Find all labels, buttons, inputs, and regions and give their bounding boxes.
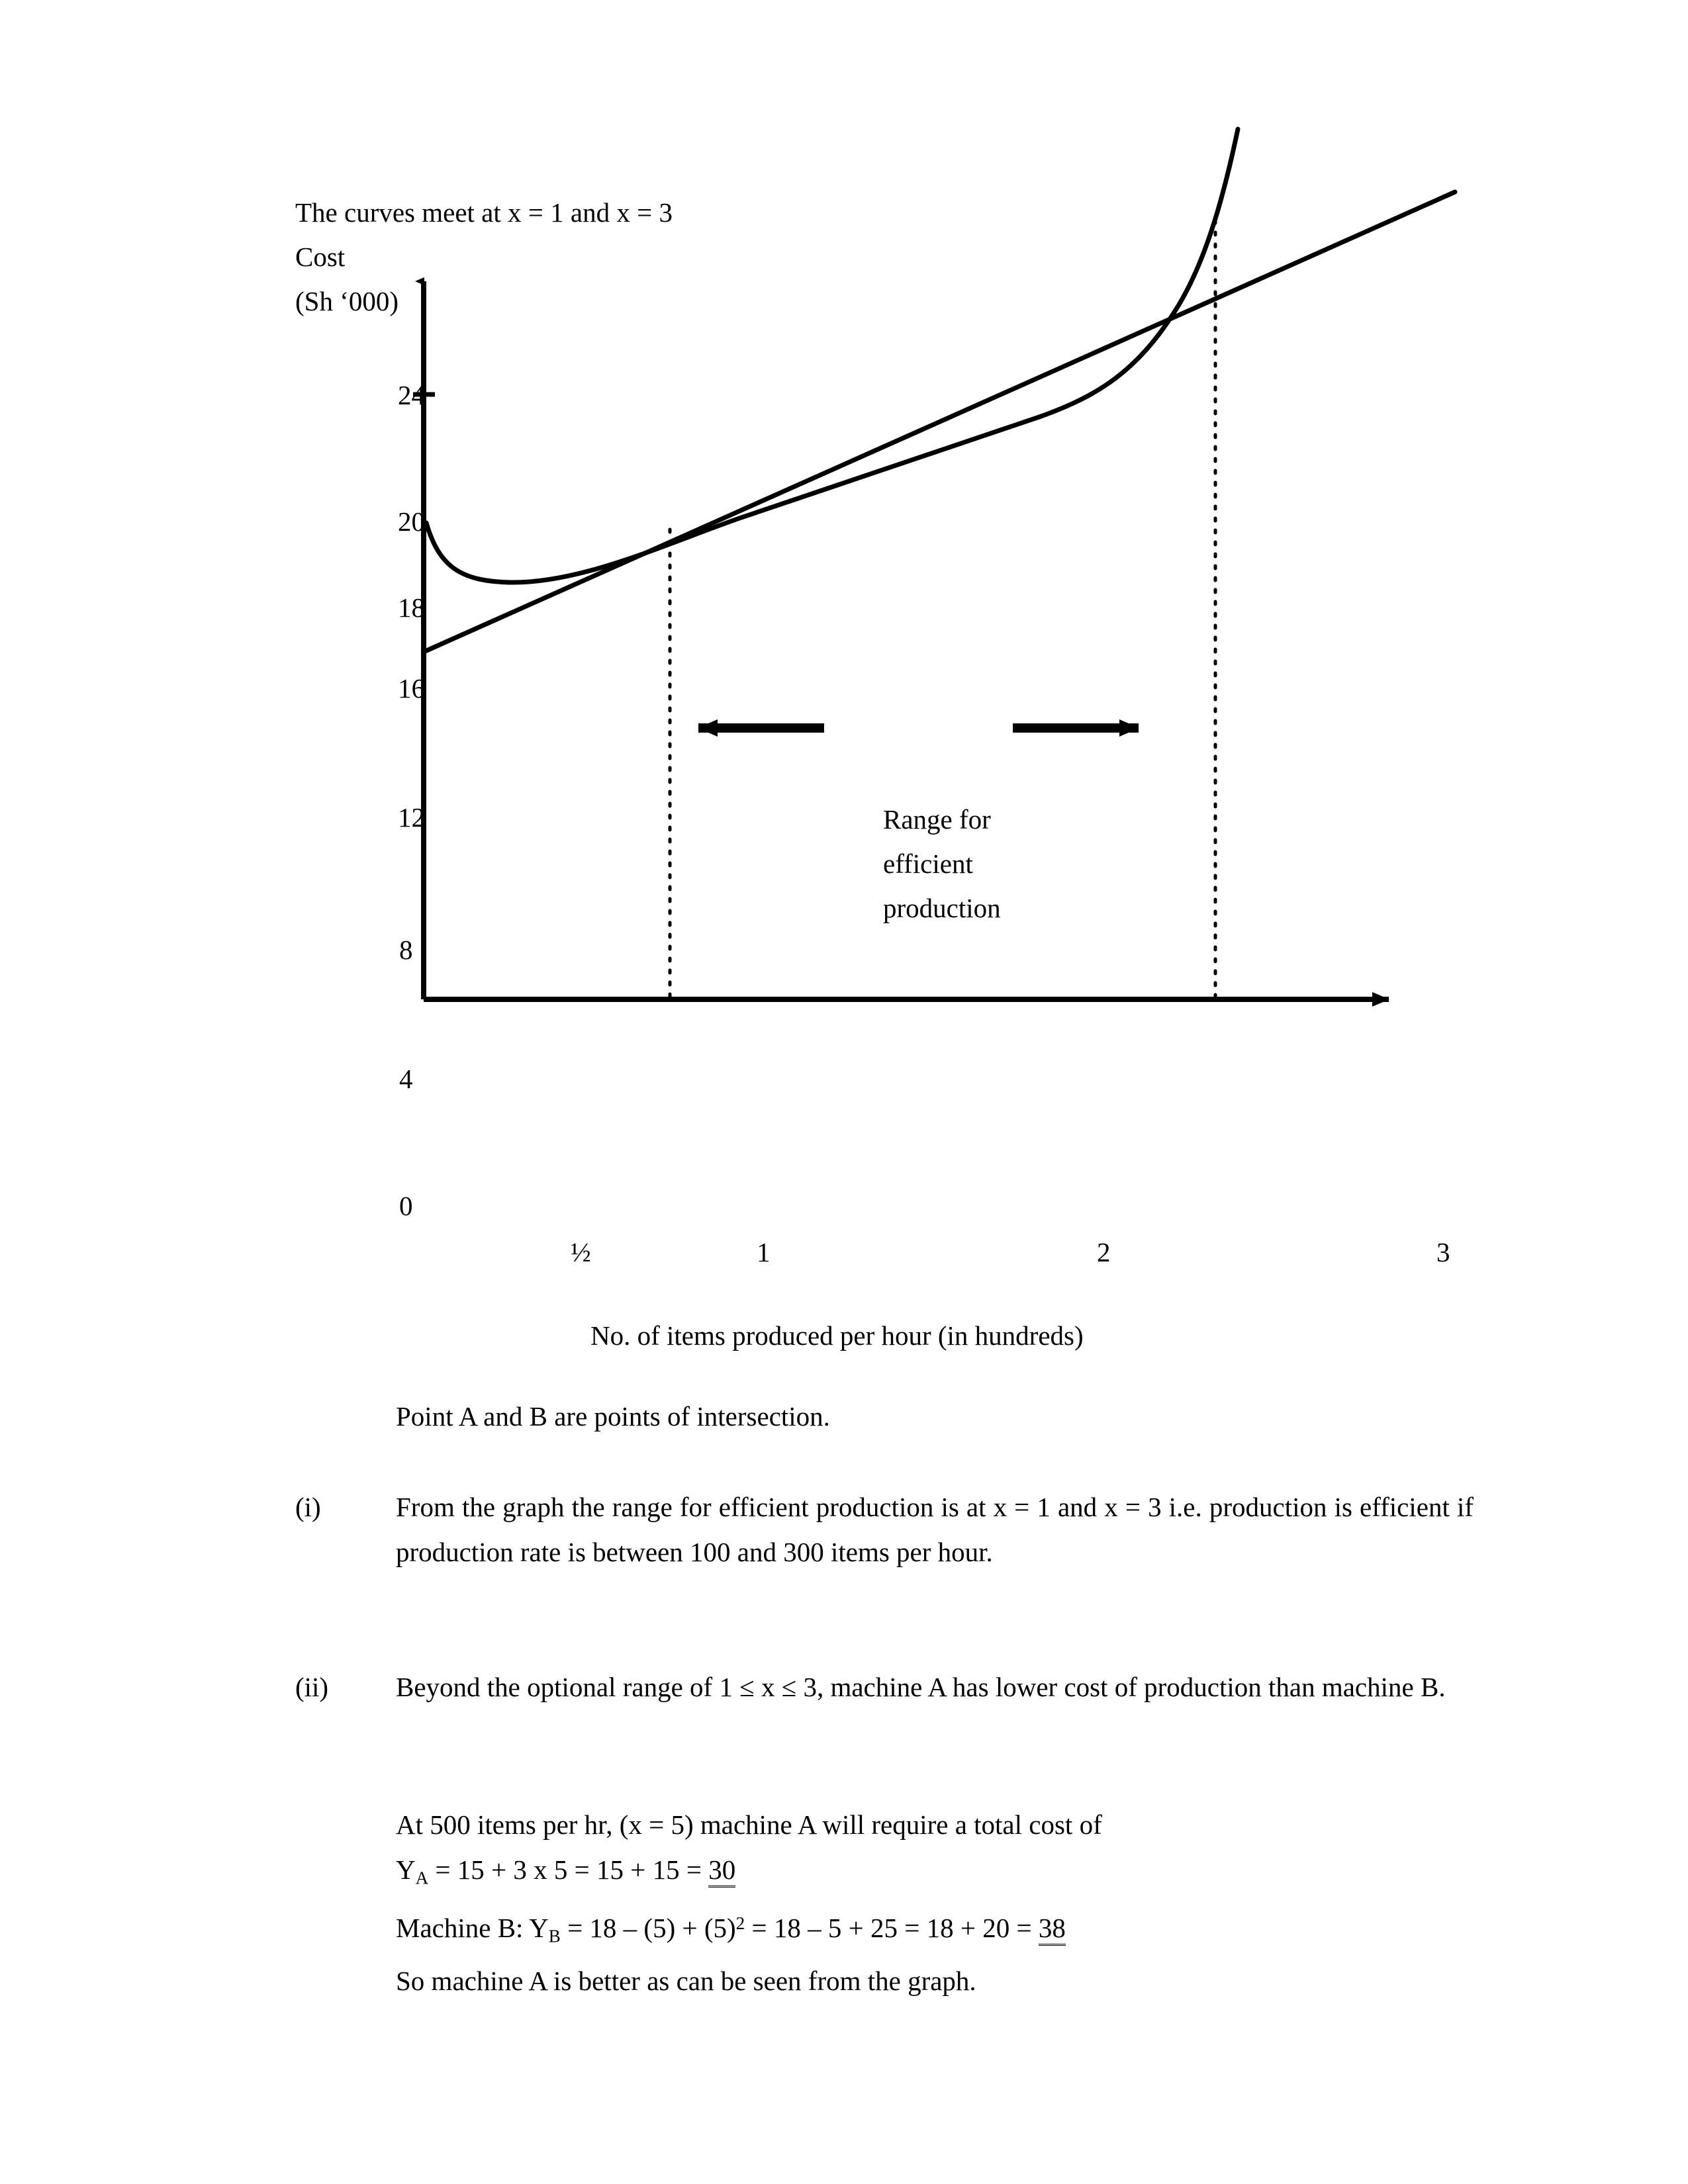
y-tick-label-8: 8: [399, 934, 413, 965]
range-annotation-line2: efficient: [883, 848, 973, 879]
equation-b-subscript: B: [548, 1926, 561, 1946]
x-tick-label-1: 1: [757, 1237, 771, 1267]
equation-machine-b: [396, 1901, 1481, 1959]
x-tick-label-3: 3: [1436, 1237, 1450, 1267]
equation-machine-a: [396, 1847, 1481, 1901]
range-annotation-line1: Range for: [883, 804, 991, 835]
intersection-note: Point A and B are points of intersection.: [396, 1401, 830, 1432]
working-conclusion: So machine A is better as can be seen from the graph.: [396, 1966, 976, 1997]
equation-b-prefix: Machine B: Y: [396, 1912, 549, 1943]
x-tick-label-half: ½: [571, 1237, 591, 1267]
y-tick-label-12: 12: [398, 802, 425, 833]
list-item-ii-text: Beyond the optional range of 1 ≤ x ≤ 3, machine A has lower cost of production than machine B.: [396, 1672, 1446, 1702]
machine-a-line-series: [424, 192, 1455, 652]
equation-a-result: 30: [708, 1854, 735, 1888]
list-marker-i: (i): [295, 1492, 321, 1522]
equation-a-subscript: A: [415, 1868, 429, 1888]
y-axis-title-units: (Sh ‘000): [295, 286, 399, 316]
range-annotation: [883, 797, 1001, 931]
y-axis-title-cost: Cost: [295, 242, 346, 272]
equation-b-result: 38: [1039, 1913, 1066, 1946]
equation-b-exponent: 2: [735, 1913, 745, 1933]
range-annotation-line3: production: [883, 893, 1001, 923]
y-tick-label-18: 18: [398, 592, 425, 623]
x-axis-caption: No. of items produced per hour (in hundreds): [590, 1320, 1084, 1351]
machine-b-curve-series: [426, 129, 1238, 582]
equation-b-expression-1: = 18 – (5) + (5): [560, 1912, 736, 1943]
equation-a-expression: = 15 + 3 x 5 = 15 + 15 =: [428, 1854, 709, 1885]
y-detached-label-0: 0: [399, 1191, 413, 1221]
equation-a-lhs: Y: [396, 1854, 416, 1885]
y-tick-label-24: 24: [398, 380, 425, 410]
y-tick-label-20: 20: [398, 506, 425, 537]
list-marker-ii: (ii): [295, 1672, 329, 1702]
curves-meet-note: The curves meet at x = 1 and x = 3: [295, 197, 673, 228]
y-detached-label-4: 4: [399, 1064, 413, 1094]
y-tick-label-16: 16: [398, 673, 425, 704]
x-tick-label-2: 2: [1097, 1237, 1111, 1267]
equation-b-expression-2: = 18 – 5 + 25 = 18 + 20 =: [745, 1912, 1039, 1943]
working-block: [396, 1802, 1481, 2003]
working-line-intro: At 500 items per hr, (x = 5) machine A will require a total cost of: [396, 1809, 1102, 1840]
list-item-i-text: From the graph the range for efficient production is at x = 1 and x = 3 i.e. production is efficient if production rate is between 100 and 300 items per hour.: [396, 1492, 1474, 1567]
